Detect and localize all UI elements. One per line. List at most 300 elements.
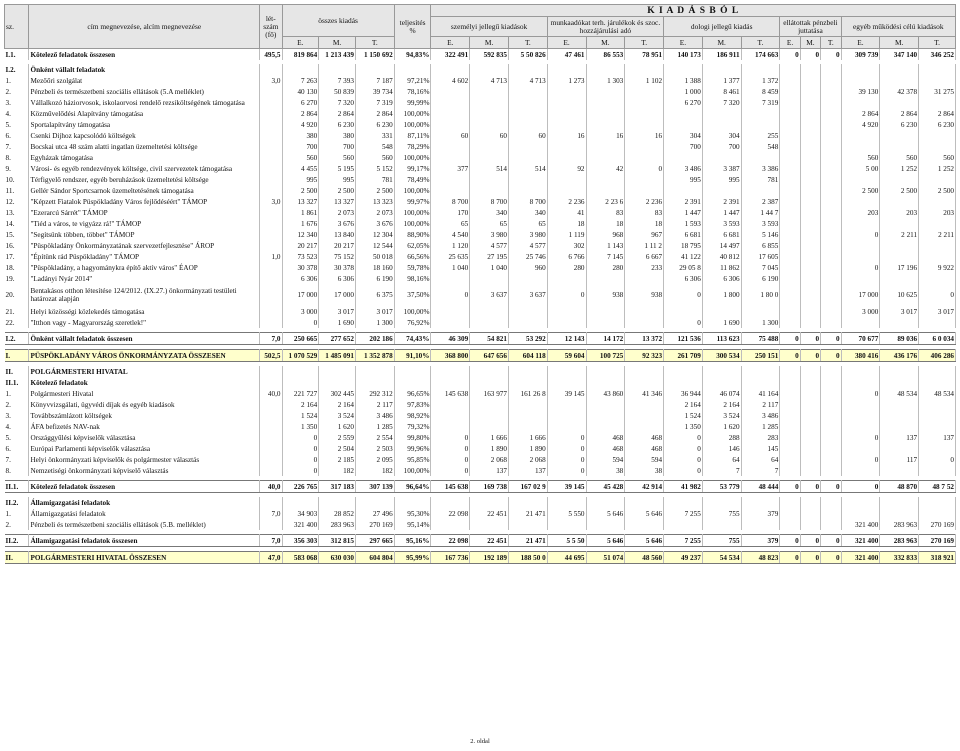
- cell-value: 0: [625, 163, 664, 174]
- cell-value: 5 152: [355, 163, 394, 174]
- cell-value: 1 800: [702, 284, 741, 306]
- cell-value: 7 255: [664, 535, 703, 547]
- cell-value: 819 864: [282, 49, 319, 61]
- cell-value: 21 471: [508, 535, 547, 547]
- cell-value: 6 306: [664, 273, 703, 284]
- cell-value: 0: [431, 432, 470, 443]
- row-number: 8.: [5, 152, 29, 163]
- cell-value: [508, 108, 547, 119]
- cell-value: 0: [780, 481, 800, 493]
- cell-value: [702, 377, 741, 388]
- cell-value: [586, 410, 625, 421]
- cell-value: 16: [586, 130, 625, 141]
- row-number: II.: [5, 552, 29, 564]
- cell-value: 1 252: [919, 163, 956, 174]
- cell-value: [260, 284, 282, 306]
- cell-value: 2 068: [508, 454, 547, 465]
- row-number: 2.: [5, 399, 29, 410]
- cell-value: [741, 519, 780, 530]
- cell-value: [780, 218, 800, 229]
- cell-value: [282, 377, 319, 388]
- cell-value: 1 213 439: [319, 49, 356, 61]
- cell-value: 3 637: [508, 284, 547, 306]
- cell-value: 560: [319, 152, 356, 163]
- cell-value: 1 252: [880, 163, 919, 174]
- row-label: Európai Parlamenti képviselők választása: [29, 443, 260, 454]
- cell-value: 307 139: [355, 481, 394, 493]
- cell-value: [780, 86, 800, 97]
- cell-value: 250 665: [282, 333, 319, 345]
- cell-value: 604 804: [355, 552, 394, 564]
- cell-value: [821, 75, 841, 86]
- cell-value: 13 327: [319, 196, 356, 207]
- cell-value: 3 676: [319, 218, 356, 229]
- cell-value: 95,99%: [394, 552, 431, 564]
- cell-value: 340: [470, 207, 509, 218]
- cell-value: [880, 273, 919, 284]
- cell-value: [319, 64, 356, 75]
- cell-value: 7 045: [741, 262, 780, 273]
- cell-value: 2 500: [319, 185, 356, 196]
- cell-value: 17 605: [741, 251, 780, 262]
- cell-value: 8 700: [470, 196, 509, 207]
- cell-value: [625, 366, 664, 377]
- cell-value: [800, 388, 820, 399]
- cell-value: 2 503: [355, 443, 394, 454]
- cell-value: 13 372: [625, 333, 664, 345]
- cell-value: [260, 97, 282, 108]
- cell-value: 1 861: [282, 207, 319, 218]
- header-t: T.: [625, 37, 664, 49]
- table-row: [5, 130, 956, 141]
- cell-value: [780, 432, 800, 443]
- header-name: cím megnevezése, alcím megnevezése: [29, 5, 260, 49]
- cell-value: [780, 207, 800, 218]
- cell-value: 3 486: [355, 410, 394, 421]
- cell-value: 277 652: [319, 333, 356, 345]
- cell-value: 54 534: [702, 552, 741, 564]
- cell-value: 302 445: [319, 388, 356, 399]
- row-number: II.1.: [5, 481, 29, 493]
- cell-value: [780, 519, 800, 530]
- cell-value: 0: [780, 552, 800, 564]
- cell-value: [664, 377, 703, 388]
- cell-value: 0: [800, 49, 820, 61]
- cell-value: [260, 86, 282, 97]
- cell-value: 1 620: [702, 421, 741, 432]
- cell-value: 11 862: [702, 262, 741, 273]
- cell-value: 16: [625, 130, 664, 141]
- cell-value: 30 378: [282, 262, 319, 273]
- cell-value: 64: [741, 454, 780, 465]
- cell-value: [780, 130, 800, 141]
- table-row: [5, 377, 956, 388]
- cell-value: 145 638: [431, 481, 470, 493]
- row-label: Térfigyelő rendszer, egyéb beruházások üzemeltetési költsége: [29, 174, 260, 185]
- row-number: 4.: [5, 108, 29, 119]
- cell-value: 12 143: [547, 333, 586, 345]
- cell-value: 0: [800, 552, 820, 564]
- cell-value: 113 623: [702, 333, 741, 345]
- table-row: [5, 49, 956, 61]
- cell-value: 4 713: [470, 75, 509, 86]
- cell-value: 0: [282, 443, 319, 454]
- cell-value: [780, 306, 800, 317]
- cell-value: [821, 262, 841, 273]
- table-row: [5, 174, 956, 185]
- cell-value: [821, 196, 841, 207]
- cell-value: [586, 185, 625, 196]
- cell-value: [780, 97, 800, 108]
- cell-value: 331: [355, 130, 394, 141]
- cell-value: [702, 306, 741, 317]
- cell-value: [547, 185, 586, 196]
- cell-value: [780, 465, 800, 476]
- cell-value: [547, 377, 586, 388]
- cell-value: 1 524: [664, 410, 703, 421]
- cell-value: 47 461: [547, 49, 586, 61]
- cell-value: [260, 454, 282, 465]
- cell-value: [319, 377, 356, 388]
- table-row: [5, 64, 956, 75]
- cell-value: 6 681: [664, 229, 703, 240]
- cell-value: 2 117: [741, 399, 780, 410]
- cell-value: 78,29%: [394, 141, 431, 152]
- cell-value: [260, 163, 282, 174]
- cell-value: 167 736: [431, 552, 470, 564]
- table-row: [5, 421, 956, 432]
- table-row: [5, 108, 956, 119]
- header-e: E.: [282, 37, 319, 49]
- row-label: Közművelődési Alapítvány támogatása: [29, 108, 260, 119]
- cell-value: 0: [431, 443, 470, 454]
- cell-value: [586, 421, 625, 432]
- cell-value: [431, 86, 470, 97]
- cell-value: [841, 443, 880, 454]
- cell-value: [841, 410, 880, 421]
- cell-value: 22 451: [470, 508, 509, 519]
- cell-value: [880, 377, 919, 388]
- cell-value: 379: [741, 508, 780, 519]
- cell-value: [919, 508, 956, 519]
- cell-value: 0: [821, 481, 841, 493]
- cell-value: 3 593: [741, 218, 780, 229]
- cell-value: 468: [625, 432, 664, 443]
- cell-value: 1 666: [470, 432, 509, 443]
- table-row: [5, 552, 956, 564]
- cell-value: 100,00%: [394, 218, 431, 229]
- table-row: [5, 399, 956, 410]
- cell-value: [919, 97, 956, 108]
- cell-value: 92: [547, 163, 586, 174]
- cell-value: 100 725: [586, 350, 625, 362]
- cell-value: 0: [664, 317, 703, 328]
- cell-value: 0: [800, 535, 820, 547]
- cell-value: 1 676: [282, 218, 319, 229]
- cell-value: 0: [664, 443, 703, 454]
- cell-value: [780, 185, 800, 196]
- cell-value: 86 553: [586, 49, 625, 61]
- cell-value: 380: [319, 130, 356, 141]
- cell-value: [470, 410, 509, 421]
- cell-value: [508, 399, 547, 410]
- cell-value: 6 190: [741, 273, 780, 284]
- cell-value: [821, 377, 841, 388]
- cell-value: [431, 306, 470, 317]
- cell-value: [470, 399, 509, 410]
- cell-value: 2 504: [319, 443, 356, 454]
- cell-value: [260, 207, 282, 218]
- cell-value: 6 270: [664, 97, 703, 108]
- cell-value: 4 577: [508, 240, 547, 251]
- cell-value: [260, 497, 282, 508]
- cell-value: 49 237: [664, 552, 703, 564]
- table-row: [5, 152, 956, 163]
- cell-value: 0: [664, 454, 703, 465]
- cell-value: [800, 317, 820, 328]
- cell-value: [470, 519, 509, 530]
- cell-value: 0: [282, 432, 319, 443]
- cell-value: [431, 317, 470, 328]
- cell-value: [780, 163, 800, 174]
- table-row: [5, 207, 956, 218]
- cell-value: 2 864: [355, 108, 394, 119]
- cell-value: 14 497: [702, 240, 741, 251]
- cell-value: [260, 262, 282, 273]
- row-label: Egyházak támogatása: [29, 152, 260, 163]
- cell-value: 0: [431, 284, 470, 306]
- row-number: 1.: [5, 508, 29, 519]
- cell-value: 321 400: [282, 519, 319, 530]
- cell-value: 0: [821, 350, 841, 362]
- cell-value: 27 496: [355, 508, 394, 519]
- cell-value: 0: [841, 454, 880, 465]
- cell-value: 0: [664, 465, 703, 476]
- cell-value: 186 911: [702, 49, 741, 61]
- cell-value: [841, 317, 880, 328]
- cell-value: [664, 366, 703, 377]
- row-label: Államigazgatási feladatok: [29, 497, 260, 508]
- cell-value: 48 560: [625, 552, 664, 564]
- row-label: "Segítsünk többen, többet" TÁMOP: [29, 229, 260, 240]
- cell-value: [821, 306, 841, 317]
- cell-value: 203: [841, 207, 880, 218]
- cell-value: 1 102: [625, 75, 664, 86]
- cell-value: 6 306: [702, 273, 741, 284]
- cell-value: [841, 97, 880, 108]
- cell-value: 48 534: [880, 388, 919, 399]
- cell-value: 41 122: [664, 251, 703, 262]
- cell-value: [664, 119, 703, 130]
- row-number: 12.: [5, 196, 29, 207]
- cell-value: 7 393: [319, 75, 356, 86]
- cell-value: 1 285: [741, 421, 780, 432]
- cell-value: [741, 377, 780, 388]
- cell-value: [547, 64, 586, 75]
- row-label: Továbbszámlázott költségek: [29, 410, 260, 421]
- header-t: T.: [741, 37, 780, 49]
- cell-value: 78,16%: [394, 86, 431, 97]
- cell-value: 0: [780, 535, 800, 547]
- header-e: E.: [664, 37, 703, 49]
- cell-value: [664, 497, 703, 508]
- cell-value: [800, 64, 820, 75]
- cell-value: 2 391: [702, 196, 741, 207]
- cell-value: [431, 366, 470, 377]
- cell-value: 2 164: [319, 399, 356, 410]
- header-e: E.: [780, 37, 800, 49]
- cell-value: [841, 366, 880, 377]
- cell-value: 514: [508, 163, 547, 174]
- cell-value: [800, 399, 820, 410]
- cell-value: [741, 366, 780, 377]
- cell-value: 2 500: [282, 185, 319, 196]
- cell-value: [780, 377, 800, 388]
- cell-value: 163 977: [470, 388, 509, 399]
- cell-value: [880, 240, 919, 251]
- cell-value: 0: [547, 465, 586, 476]
- cell-value: [470, 185, 509, 196]
- cell-value: 2 211: [880, 229, 919, 240]
- cell-value: 3 017: [919, 306, 956, 317]
- cell-value: 1 040: [470, 262, 509, 273]
- cell-value: 25 746: [508, 251, 547, 262]
- cell-value: [821, 64, 841, 75]
- cell-value: 100,00%: [394, 207, 431, 218]
- row-number: 3.: [5, 410, 29, 421]
- cell-value: 6 306: [319, 273, 356, 284]
- cell-value: [800, 86, 820, 97]
- cell-value: [431, 421, 470, 432]
- cell-value: 137: [880, 432, 919, 443]
- cell-value: 21 471: [508, 508, 547, 519]
- header-t: T.: [508, 37, 547, 49]
- cell-value: [508, 421, 547, 432]
- cell-value: [508, 410, 547, 421]
- cell-value: 2 073: [355, 207, 394, 218]
- cell-value: [586, 141, 625, 152]
- cell-value: 3 593: [702, 218, 741, 229]
- cell-value: 5 550: [547, 508, 586, 519]
- cell-value: 137: [508, 465, 547, 476]
- cell-value: 83: [586, 207, 625, 218]
- row-label: Országgyűlési képviselők választása: [29, 432, 260, 443]
- cell-value: [841, 64, 880, 75]
- cell-value: [625, 317, 664, 328]
- cell-value: [431, 410, 470, 421]
- cell-value: 25 635: [431, 251, 470, 262]
- cell-value: 0: [547, 443, 586, 454]
- table-row: [5, 185, 956, 196]
- cell-value: [841, 141, 880, 152]
- row-label: Polgármesteri Hivatal: [29, 388, 260, 399]
- cell-value: [260, 174, 282, 185]
- table-row: [5, 333, 956, 345]
- row-number: 6.: [5, 443, 29, 454]
- cell-value: [508, 141, 547, 152]
- cell-value: 40,0: [260, 481, 282, 493]
- cell-value: [880, 465, 919, 476]
- cell-value: [470, 377, 509, 388]
- cell-value: 0: [780, 333, 800, 345]
- cell-value: 121 536: [664, 333, 703, 345]
- cell-value: 5 5 50: [547, 535, 586, 547]
- table-row: [5, 465, 956, 476]
- cell-value: [800, 196, 820, 207]
- cell-value: [821, 421, 841, 432]
- row-label: POLGÁRMESTERI HIVATAL ÖSSZESEN: [29, 552, 260, 564]
- cell-value: 1 150 692: [355, 49, 394, 61]
- cell-value: [470, 108, 509, 119]
- cell-value: 2 864: [282, 108, 319, 119]
- header-dologi: dologi jellegű kiadás: [664, 17, 780, 37]
- cell-value: [880, 218, 919, 229]
- row-label: Pénzbeli és természetbeni szociális ellátások (5.B. melléklet): [29, 519, 260, 530]
- cell-value: [431, 497, 470, 508]
- cell-value: [780, 240, 800, 251]
- cell-value: [800, 519, 820, 530]
- header-t: T.: [355, 37, 394, 49]
- cell-value: [821, 108, 841, 119]
- cell-value: 3 017: [319, 306, 356, 317]
- row-number: 7.: [5, 141, 29, 152]
- cell-value: 8 459: [741, 86, 780, 97]
- cell-value: [260, 377, 282, 388]
- cell-value: 2 500: [841, 185, 880, 196]
- cell-value: 140 173: [664, 49, 703, 61]
- cell-value: [702, 64, 741, 75]
- cell-value: 4 602: [431, 75, 470, 86]
- cell-value: 70 677: [841, 333, 880, 345]
- cell-value: 12 304: [355, 229, 394, 240]
- cell-value: [821, 185, 841, 196]
- cell-value: [800, 207, 820, 218]
- cell-value: [880, 366, 919, 377]
- cell-value: [919, 410, 956, 421]
- cell-value: 300 534: [702, 350, 741, 362]
- cell-value: 170: [431, 207, 470, 218]
- table-row: [5, 306, 956, 317]
- cell-value: [431, 108, 470, 119]
- cell-value: [800, 130, 820, 141]
- cell-value: 6 230: [355, 119, 394, 130]
- cell-value: [919, 273, 956, 284]
- row-label: Kötelező feladatok összesen: [29, 49, 260, 61]
- cell-value: 99,17%: [394, 163, 431, 174]
- cell-value: [547, 519, 586, 530]
- cell-value: [394, 64, 431, 75]
- cell-value: 62,05%: [394, 240, 431, 251]
- cell-value: [508, 273, 547, 284]
- cell-value: 583 068: [282, 552, 319, 564]
- cell-value: [260, 152, 282, 163]
- cell-value: 0: [841, 229, 880, 240]
- cell-value: 8 700: [431, 196, 470, 207]
- cell-value: 3 000: [282, 306, 319, 317]
- cell-value: 4 713: [508, 75, 547, 86]
- cell-value: 7 145: [586, 251, 625, 262]
- cell-value: 174 663: [741, 49, 780, 61]
- cell-value: [880, 399, 919, 410]
- row-label: POLGÁRMESTERI HIVATAL: [29, 366, 260, 377]
- cell-value: 0: [547, 432, 586, 443]
- cell-value: [586, 64, 625, 75]
- cell-value: [282, 64, 319, 75]
- cell-value: 377: [431, 163, 470, 174]
- table-row: [5, 388, 956, 399]
- cell-value: [586, 86, 625, 97]
- cell-value: 5 146: [741, 229, 780, 240]
